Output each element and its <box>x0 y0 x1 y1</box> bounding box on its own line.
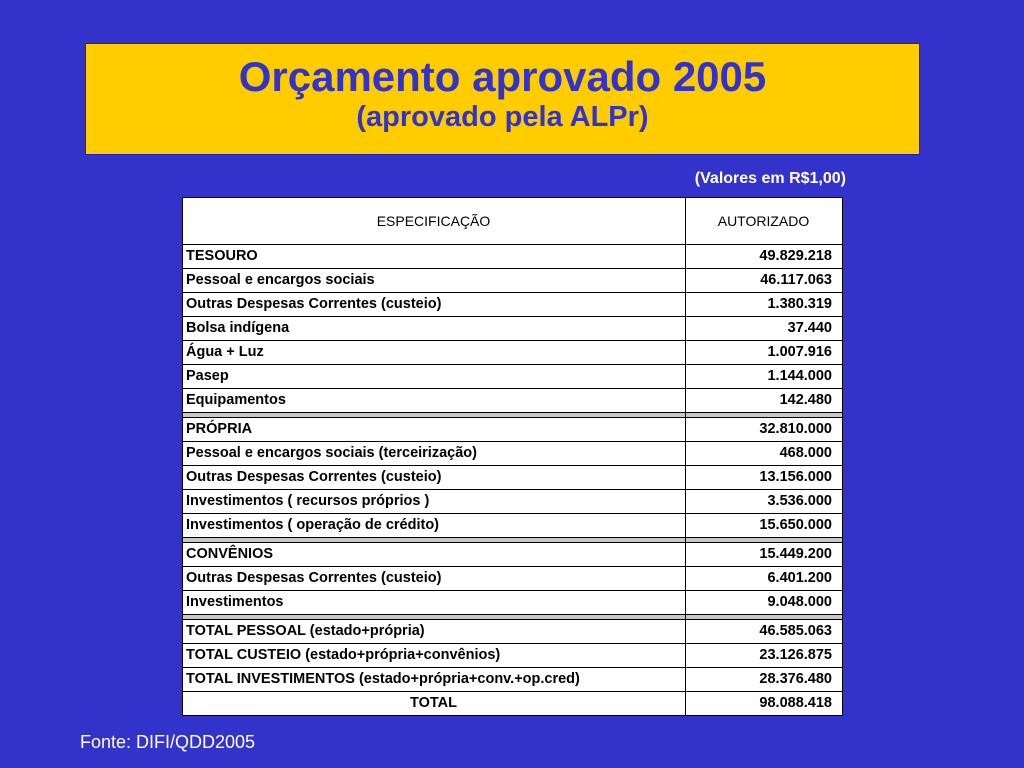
row-value: 28.376.480 <box>686 668 843 692</box>
row-label: TESOURO <box>183 245 686 269</box>
table-row <box>183 293 843 317</box>
row-value: 15.449.200 <box>686 543 843 567</box>
table-row <box>183 466 843 490</box>
grand-total-label: TOTAL <box>183 692 686 716</box>
table-row <box>183 543 843 567</box>
table-row <box>183 269 843 293</box>
table-row <box>183 668 843 692</box>
row-value: 46.117.063 <box>686 269 843 293</box>
header-autorizado: AUTORIZADO <box>686 198 843 245</box>
row-value: 142.480 <box>686 389 843 413</box>
row-label: Bolsa indígena <box>183 317 686 341</box>
row-label: Outras Despesas Correntes (custeio) <box>183 567 686 591</box>
row-value: 1.007.916 <box>686 341 843 365</box>
table-row <box>183 365 843 389</box>
page-subtitle: (aprovado pela ALPr) <box>356 101 649 133</box>
row-label: Água + Luz <box>183 341 686 365</box>
table-row <box>183 644 843 668</box>
table-row <box>183 389 843 413</box>
row-label: CONVÊNIOS <box>183 543 686 567</box>
budget-table <box>182 197 843 716</box>
row-label: TOTAL INVESTIMENTOS (estado+própria+conv.+op.cred) <box>183 668 686 692</box>
row-value: 13.156.000 <box>686 466 843 490</box>
row-value: 1.380.319 <box>686 293 843 317</box>
source-note: Fonte: DIFI/QDD2005 <box>80 732 256 752</box>
table-row <box>183 317 843 341</box>
row-label: Investimentos ( operação de crédito) <box>183 514 686 538</box>
table-row <box>183 245 843 269</box>
table-row <box>183 490 843 514</box>
table-row <box>183 567 843 591</box>
table-row <box>183 418 843 442</box>
table-row <box>183 620 843 644</box>
row-label: TOTAL CUSTEIO (estado+própria+convênios) <box>183 644 686 668</box>
row-value: 49.829.218 <box>686 245 843 269</box>
row-value: 3.536.000 <box>686 490 843 514</box>
row-value: 468.000 <box>686 442 843 466</box>
title-box <box>85 43 920 155</box>
row-label: Equipamentos <box>183 389 686 413</box>
row-label: Pessoal e encargos sociais (terceirização) <box>183 442 686 466</box>
row-value: 37.440 <box>686 317 843 341</box>
row-label: Investimentos <box>183 591 686 615</box>
row-value: 9.048.000 <box>686 591 843 615</box>
row-value: 15.650.000 <box>686 514 843 538</box>
row-label: Investimentos ( recursos próprios ) <box>183 490 686 514</box>
table-row <box>183 514 843 538</box>
row-value: 46.585.063 <box>686 620 843 644</box>
grand-total-row <box>183 692 843 716</box>
page-title: Orçamento aprovado 2005 <box>238 53 767 100</box>
table-row <box>183 591 843 615</box>
grand-total-value: 98.088.418 <box>686 692 843 716</box>
row-label: TOTAL PESSOAL (estado+própria) <box>183 620 686 644</box>
row-value: 6.401.200 <box>686 567 843 591</box>
table-header-row <box>183 198 843 245</box>
row-label: Pessoal e encargos sociais <box>183 269 686 293</box>
row-value: 1.144.000 <box>686 365 843 389</box>
row-label: PRÓPRIA <box>183 418 686 442</box>
row-label: Outras Despesas Correntes (custeio) <box>183 293 686 317</box>
row-label: Outras Despesas Correntes (custeio) <box>183 466 686 490</box>
row-label: Pasep <box>183 365 686 389</box>
row-value: 32.810.000 <box>686 418 843 442</box>
row-value: 23.126.875 <box>686 644 843 668</box>
table-row <box>183 442 843 466</box>
units-note: (Valores em R$1,00) <box>694 170 846 187</box>
header-especificacao: ESPECIFICAÇÃO <box>183 198 686 245</box>
table-row <box>183 341 843 365</box>
